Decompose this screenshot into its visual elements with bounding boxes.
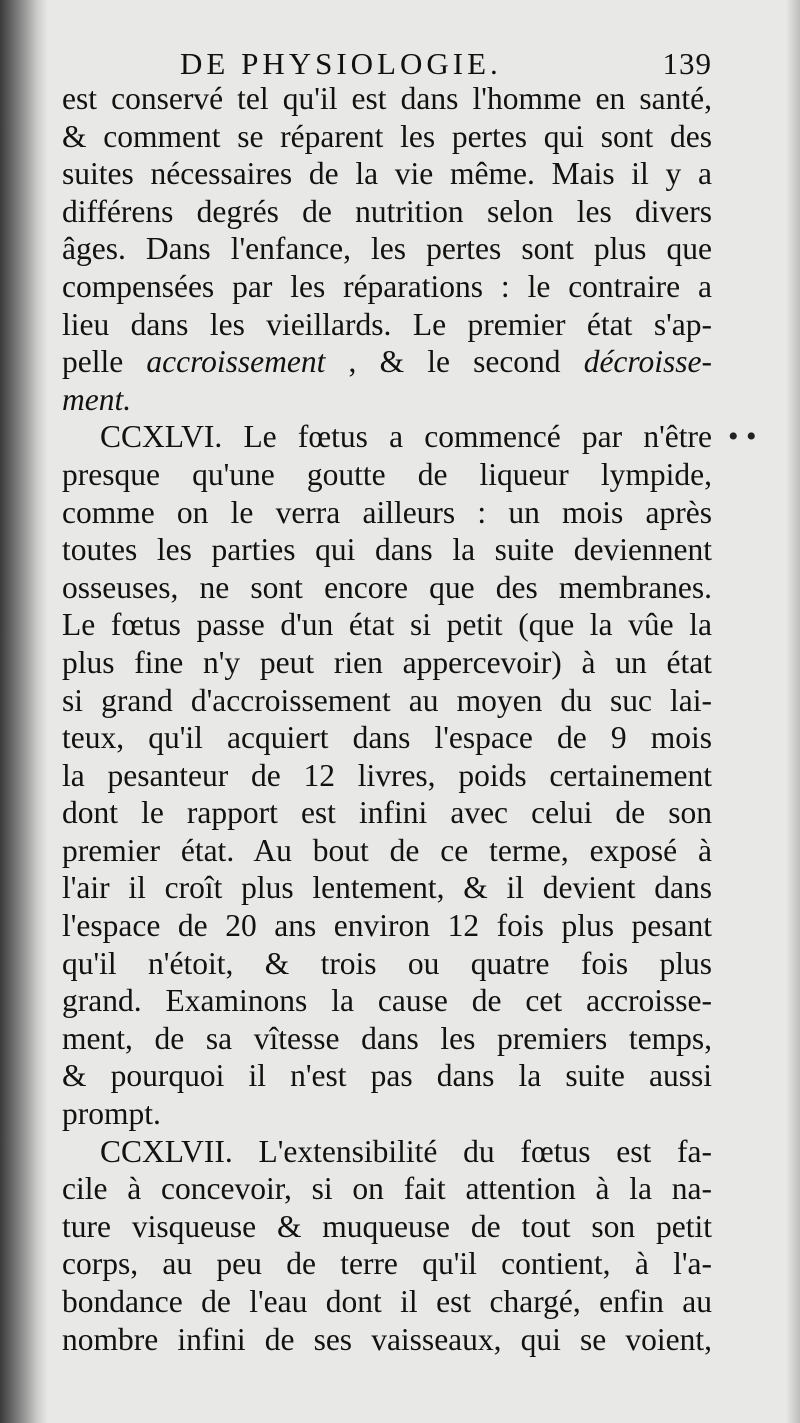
text-fragment: , & le second [348, 344, 561, 380]
text-line: qu'il n'étoit, & trois ou quatre fois plus [62, 945, 712, 981]
text-line: la pesanteur de 12 livres, poids certainement [62, 757, 712, 793]
section-start-ccxlvi: CCXLVI. Le fœtus a commencé par n'être [100, 419, 712, 455]
italic-term-decroissement: décroisse- [583, 344, 712, 380]
running-head-title: DE PHYSIOLOGIE. [180, 46, 502, 81]
text-line: prompt. [62, 1096, 161, 1132]
section-start-ccxlvii: CCXLVII. L'extensibilité du fœtus est fa- [100, 1133, 712, 1169]
text-line: & comment se réparent les pertes qui sont des [62, 118, 712, 154]
text-line: Le fœtus passe d'un état si petit (que la vûe la [62, 607, 712, 643]
text-line: presque qu'une goutte de liqueur lympide, [62, 456, 712, 492]
text-line: premier état. Au bout de ce terme, exposé à [62, 832, 712, 868]
text-line: ment, de sa vîtesse dans les premiers temps, [62, 1020, 712, 1056]
text-line: osseuses, ne sont encore que des membranes. [62, 569, 712, 605]
text-line: âges. Dans l'enfance, les pertes sont plus que [62, 231, 712, 267]
text-line: comme on le verra ailleurs : un mois après [62, 494, 712, 530]
text-line-mixed [62, 343, 712, 381]
text-line-italic: ment. [62, 381, 132, 417]
text-line: l'espace de 20 ans environ 12 fois plus pesant [62, 908, 712, 944]
body-text [62, 80, 712, 1358]
text-line: grand. Examinons la cause de cet accroisse- [62, 983, 712, 1019]
text-line: cile à concevoir, si on fait attention à la na- [62, 1171, 712, 1207]
text-line: corps, au peu de terre qu'il contient, à l'a- [62, 1246, 712, 1282]
text-fragment: pelle [62, 344, 124, 380]
text-line: lieu dans les vieillards. Le premier état s'ap- [62, 306, 712, 342]
text-line: bondance de l'eau dont il est chargé, enfin au [62, 1284, 712, 1319]
text-line: est conservé tel qu'il est dans l'homme en santé, [62, 81, 712, 116]
italic-term-accroissement: accroissement [146, 344, 326, 380]
text-line: & pourquoi il n'est pas dans la suite aussi [62, 1058, 712, 1094]
text-line: dont le rapport est infini avec celui de son [62, 795, 712, 831]
text-line: nombre infini de ses vaisseaux, qui se voient, [62, 1321, 712, 1357]
text-line: teux, qu'il acquiert dans l'espace de 9 mois [62, 720, 712, 756]
text-line: l'air il croît plus lentement, & il devient dans [62, 870, 712, 906]
text-line: toutes les parties qui dans la suite deviennent [62, 532, 712, 568]
text-line: ture visqueuse & muqueuse de tout son petit [62, 1208, 712, 1244]
page-number: 139 [662, 46, 712, 81]
text-line: différens degrés de nutrition selon les divers [62, 193, 712, 229]
page-gutter-shadow [0, 0, 48, 1423]
margin-dots: • • [728, 420, 757, 453]
text-line: plus fine n'y peut rien appercevoir) à un état [62, 644, 712, 680]
text-line: compensées par les réparations : le contraire a [62, 268, 712, 304]
page-edge [786, 0, 800, 1423]
text-line: suites nécessaires de la vie même. Mais il y a [62, 156, 712, 192]
text-line: si grand d'accroissement au moyen du suc lai- [62, 682, 712, 718]
